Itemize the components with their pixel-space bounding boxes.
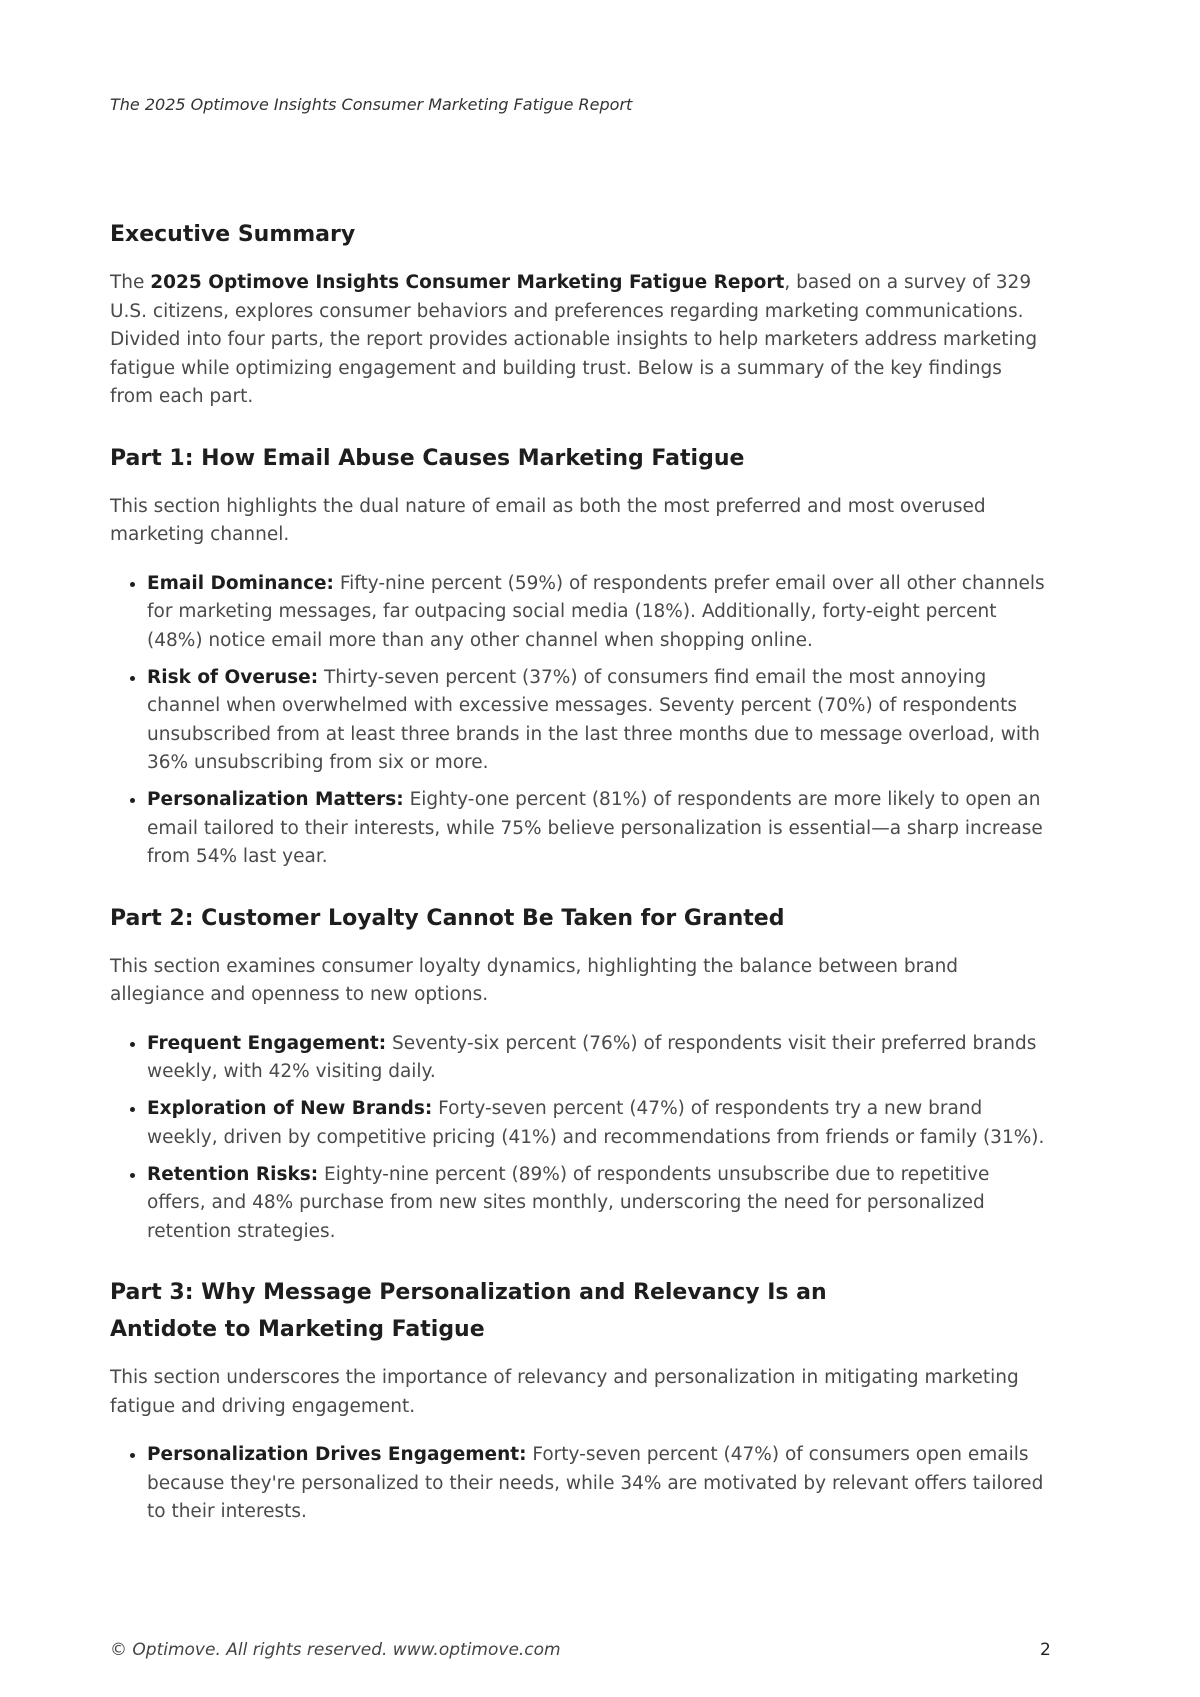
finding-label: Exploration of New Brands: (147, 1098, 433, 1119)
finding-label: Email Dominance: (147, 572, 334, 594)
part-3-findings-list (110, 1441, 1045, 1527)
report-title-bold: 2025 Optimove Insights Consumer Marketing Fatigue Report (150, 272, 785, 293)
finding-label: Retention Risks: (147, 1163, 319, 1185)
finding-label: Personalization Drives Engagement: (147, 1444, 527, 1465)
intro-text: The (110, 272, 151, 293)
finding-item (147, 1441, 1045, 1527)
part-1-findings-list (110, 570, 1045, 872)
part-3-heading: Part 3: Why Message Personalization and Relevancy Is an Antidote to Marketing Fatigue (110, 1280, 827, 1342)
finding-text: Seventy-six percent (76%) of respondents visit their preferred brands weekly, with 42% visiting daily. (147, 1032, 1037, 1082)
finding-text: Forty-seven percent (47%) of consumers open emails because they're personalized to their needs, while 34% are motivated by relevant offers tailored to their interests. (147, 1444, 1044, 1522)
finding-label: Risk of Overuse: (147, 666, 319, 688)
page-number: 2 (1040, 1640, 1051, 1660)
executive-summary-paragraph (110, 269, 1045, 412)
finding-item (147, 570, 1045, 656)
part-2-heading: Part 2: Customer Loyalty Cannot Be Taken for Granted (110, 905, 785, 931)
part-1-heading: Part 1: How Email Abuse Causes Marketing Fatigue (110, 445, 745, 471)
finding-item (147, 1030, 1045, 1087)
finding-text: Fifty-nine percent (59%) of respondents prefer email over all other channels for marketing messages, far outpacing social media (18%). Additionally, forty-eight percent (48%) notice email more than any other channel when shopping online. (147, 572, 1045, 651)
intro-text-continued: , based on a survey of 329 U.S. citizens, explores consumer behaviors and preferences regarding marketing communications. Divided into four parts, the report provides actionable insights to help marketers address marketing fatigue while optimizing engagement and building trust. Below is a summary of the key findings from each part. (110, 272, 1038, 407)
finding-item (147, 1095, 1045, 1152)
finding-item (147, 786, 1045, 872)
part-2-intro: This section examines consumer loyalty dynamics, highlighting the balance between brand allegiance and openness to new options. (110, 955, 959, 1005)
footer-copyright: © Optimove. All rights reserved. www.optimove.com (110, 1640, 561, 1660)
part-2-findings-list (110, 1030, 1045, 1247)
finding-item (147, 1161, 1045, 1247)
finding-text: Forty-seven percent (47%) of respondents try a new brand weekly, driven by competitive pricing (41%) and recommendations from friends or family (31%). (147, 1098, 1045, 1148)
part-1-intro: This section highlights the dual nature of email as both the most preferred and most overused marketing channel. (110, 495, 986, 545)
page-content (110, 216, 1045, 1535)
finding-item (147, 664, 1045, 778)
finding-text: Thirty-seven percent (37%) of consumers find email the most annoying channel when overwhelmed with excessive messages. Seventy percent (70%) of respondents unsubscribed from at least three brands in the last three months due to message overload, with 36% unsubscribing from six or more. (147, 666, 1041, 773)
finding-text: Eighty-one percent (81%) of respondents are more likely to open an email tailored to their interests, while 75% believe personalization is essential—a sharp increase from 54% last year. (147, 789, 1043, 867)
executive-summary-heading: Executive Summary (110, 222, 356, 247)
running-header: The 2025 Optimove Insights Consumer Marketing Fatigue Report (110, 95, 633, 114)
finding-text: Eighty-nine percent (89%) of respondents unsubscribe due to repetitive offers, and 48% purchase from new sites monthly, underscoring the need for personalized retention strategies. (147, 1163, 990, 1242)
finding-label: Frequent Engagement: (147, 1032, 387, 1054)
finding-label: Personalization Matters: (147, 789, 404, 810)
part-3-intro: This section underscores the importance of relevancy and personalization in mitigating marketing fatigue and driving engagement. (110, 1367, 1019, 1417)
